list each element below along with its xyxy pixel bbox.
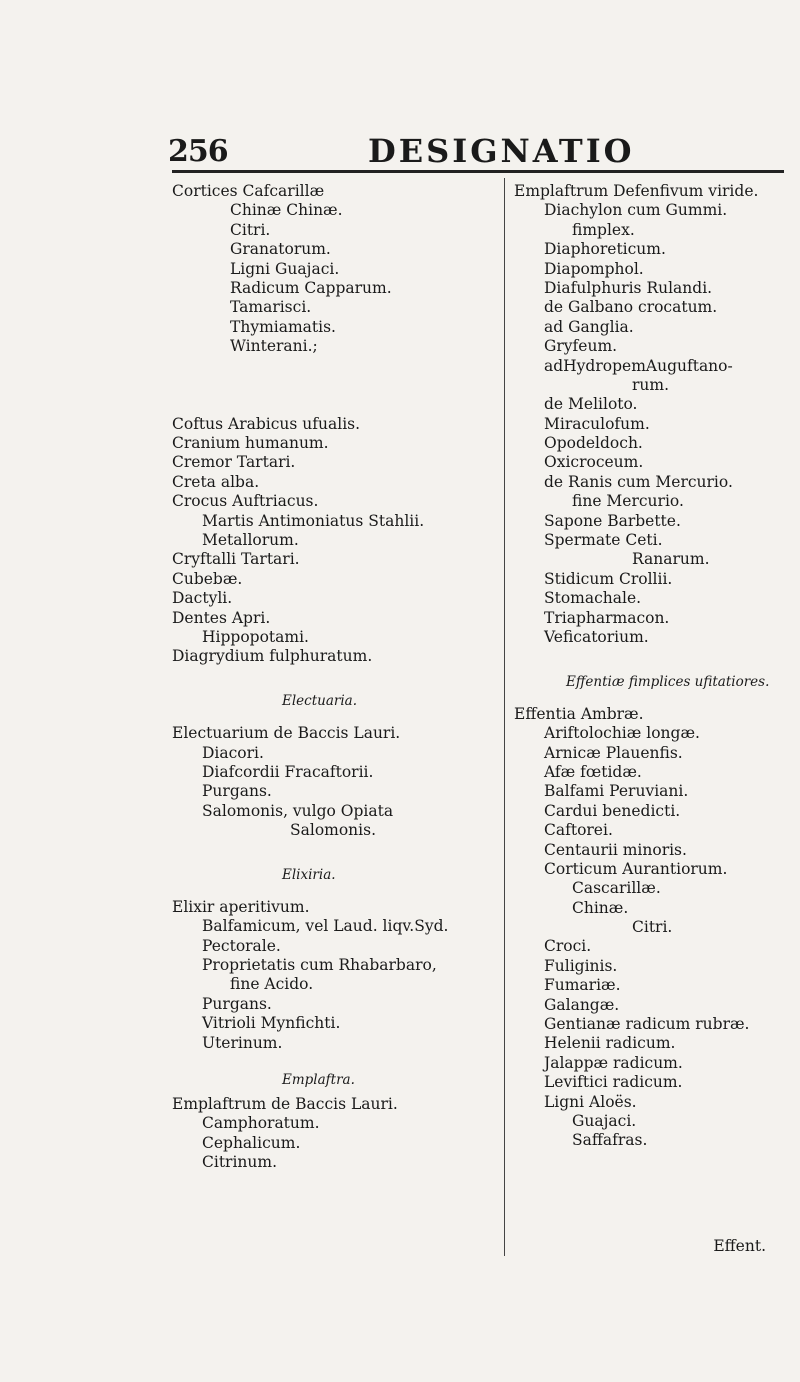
- entry-line: Electuarium de Baccis Lauri.: [172, 724, 401, 743]
- entry-line: Coftus Arabicus ufualis.: [172, 414, 361, 433]
- entry-line: Guajaci.: [572, 1111, 637, 1130]
- elixiria-list: [172, 898, 490, 1053]
- entry-line: Winterani.;: [230, 337, 318, 356]
- entry-line: Camphoratum.: [202, 1114, 320, 1133]
- catchword: Effent.: [713, 1237, 766, 1255]
- entry-line: Leviftici radicum.: [544, 1073, 683, 1092]
- entry-line: Tamarisci.: [230, 298, 312, 317]
- section-heading-electuaria: Electuaria.: [282, 693, 358, 710]
- entry-line: Martis Antimoniatus Stahlii.: [202, 511, 425, 530]
- entry-line: Stidicum Crollii.: [544, 569, 673, 588]
- entry-line: Cubebæ.: [172, 569, 243, 588]
- entry-line: de Galbano crocatum.: [544, 298, 718, 317]
- entry-line: Ariftolochiæ longæ.: [544, 724, 700, 743]
- entry-line: Diacori.: [202, 743, 264, 762]
- entry-line: Balfamicum, vel Laud. liqv.Syd.: [202, 917, 449, 936]
- entry-line: Hippopotami.: [202, 628, 309, 646]
- right-column: [514, 182, 792, 1151]
- entry-line: Cephalicum.: [202, 1133, 301, 1152]
- entry-line: Gentianæ radicum rubræ.: [544, 1015, 750, 1034]
- electuaria-list: [172, 724, 490, 840]
- entry-line: Salomonis.: [290, 821, 376, 840]
- entry-line: Ranarum.: [632, 550, 710, 569]
- page-number: 256: [168, 134, 228, 169]
- entry-line: de Meliloto.: [544, 395, 638, 414]
- entry-line: Diaphoreticum.: [544, 240, 666, 259]
- running-title: DESIGNATIO: [368, 132, 635, 170]
- entry-line: Radicum Capparum.: [230, 278, 392, 297]
- essentiae-list: [514, 705, 792, 1151]
- entry-line: Gryfeum.: [544, 337, 618, 356]
- page-header: [168, 132, 790, 172]
- entry-line: Opodeldoch.: [544, 434, 643, 453]
- entry-line: Dactyli.: [172, 589, 233, 608]
- entry-line: Oxicroceum.: [544, 453, 644, 472]
- entry-line: Citrinum.: [202, 1153, 278, 1172]
- entry-line: Ligni Aloës.: [544, 1092, 637, 1111]
- entry-line: Fuliginis.: [544, 956, 618, 975]
- entry-line: Chinæ.: [572, 898, 629, 917]
- entry-line: Cremor Tartari.: [172, 453, 296, 472]
- entry-line: Miraculofum.: [544, 414, 650, 433]
- entry-line: Diafcordii Fracaftorii.: [202, 762, 374, 781]
- entry-line: Cascarillæ.: [572, 879, 661, 898]
- entry-line: Ligni Guajaci.: [230, 259, 340, 278]
- entry-line: Effentia Ambræ.: [514, 704, 644, 723]
- entry-line: Diagrydium fulphuratum.: [172, 647, 373, 666]
- entry-line: fimplex.: [572, 220, 635, 239]
- entry-line: Emplaftrum de Baccis Lauri.: [172, 1095, 398, 1114]
- entry-line: Emplaftrum Defenfivum viride.: [514, 182, 759, 200]
- column-divider: [504, 178, 505, 1256]
- entry-line: Metallorum.: [202, 531, 299, 550]
- entry-line: Granatorum.: [230, 240, 331, 259]
- entry-line: Salomonis, vulgo Opiata: [202, 801, 394, 820]
- entry-line: Cryftalli Tartari.: [172, 550, 300, 569]
- entry-line: Sapone Barbette.: [544, 511, 681, 530]
- entry-line: Corticum Aurantiorum.: [544, 859, 728, 878]
- entry-line: Cortices Cafcarillæ: [172, 182, 325, 200]
- simplicia-list: [172, 415, 490, 667]
- entry-line: Diapomphol.: [544, 259, 644, 278]
- entry-line: Chinæ Chinæ.: [230, 201, 343, 220]
- emplastra-continued-list: [514, 182, 792, 647]
- entry-line: Elixir aperitivum.: [172, 897, 310, 916]
- entry-line: Diachylon cum Gummi.: [544, 201, 728, 220]
- entry-line: Galangæ.: [544, 995, 620, 1014]
- entry-line: Citri.: [230, 220, 271, 239]
- entry-line: Uterinum.: [202, 1033, 283, 1052]
- entry-line: fine Mercurio.: [572, 492, 684, 511]
- entry-line: Crocus Auftriacus.: [172, 492, 319, 511]
- entry-line: Croci.: [544, 937, 592, 956]
- emplastra-list: [172, 1095, 490, 1173]
- entry-line: fine Acido.: [230, 975, 314, 994]
- entry-line: rum.: [632, 375, 670, 394]
- entry-line: ad Ganglia.: [544, 317, 634, 336]
- section-heading-emplastra: Emplaftra.: [282, 1072, 355, 1089]
- entry-line: Saffafras.: [572, 1131, 648, 1150]
- entry-line: Creta alba.: [172, 472, 260, 491]
- entry-line: Arnicæ Plauenfis.: [544, 743, 683, 762]
- entry-line: Jalappæ radicum.: [544, 1053, 683, 1072]
- entry-line: Caftorei.: [544, 821, 613, 840]
- entry-line: Centaurii minoris.: [544, 840, 687, 859]
- entry-line: Stomachale.: [544, 589, 642, 608]
- entry-line: Thymiamatis.: [230, 317, 336, 336]
- cortices-list: [172, 201, 490, 356]
- entry-line: Helenii radicum.: [544, 1034, 676, 1053]
- entry-line: Spermate Ceti.: [544, 531, 663, 550]
- entry-line: Veficatorium.: [544, 627, 649, 646]
- entry-line: Diafulphuris Rulandi.: [544, 278, 713, 297]
- entry-line: Citri.: [632, 918, 673, 937]
- entry-line: de Ranis cum Mercurio.: [544, 472, 733, 491]
- header-rule: [172, 170, 784, 173]
- section-heading-essentiae: Effentiæ fimplices ufitatiores.: [566, 673, 770, 690]
- entry-line: Dentes Apri.: [172, 608, 271, 627]
- entry-line: Cranium humanum.: [172, 434, 329, 453]
- entry-line: Triapharmacon.: [544, 608, 670, 627]
- entry-line: Cardui benedicti.: [544, 801, 681, 820]
- entry-line: Purgans.: [202, 782, 272, 801]
- entry-line: Proprietatis cum Rhabarbaro,: [202, 956, 437, 975]
- entry-line: Purgans.: [202, 994, 272, 1013]
- entry-line: Fumariæ.: [544, 976, 621, 995]
- left-column: [172, 182, 490, 1173]
- section-heading-elixiria: Elixiria.: [282, 866, 336, 883]
- entry-line: Balfami Peruviani.: [544, 782, 689, 801]
- entry-line: Pectorale.: [202, 936, 281, 955]
- entry-line: Vitrioli Mynfichti.: [202, 1014, 341, 1033]
- entry-line: Afæ fœtidæ.: [544, 762, 642, 781]
- entry-line: adHydropemAuguftano-: [544, 356, 733, 375]
